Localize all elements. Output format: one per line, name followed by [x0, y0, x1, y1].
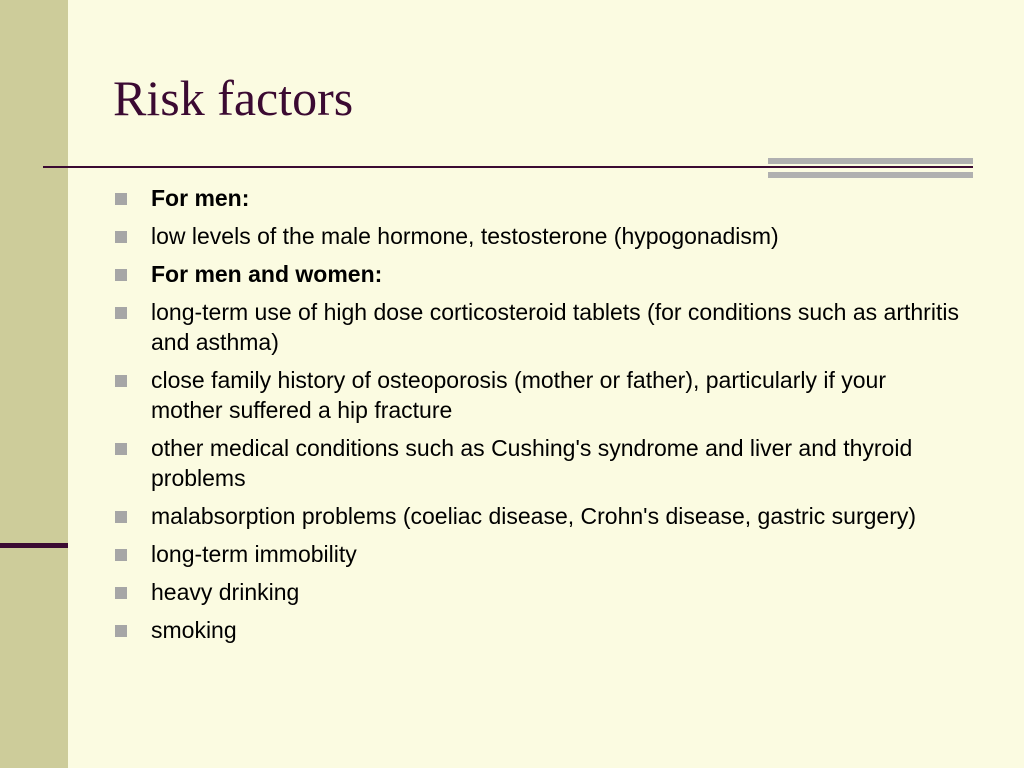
square-bullet-icon: [115, 625, 127, 637]
square-bullet-icon: [115, 549, 127, 561]
bullet-text: heavy drinking: [151, 579, 300, 605]
bullet-text: long-term immobility: [151, 541, 357, 567]
square-bullet-icon: [115, 443, 127, 455]
square-bullet-icon: [115, 375, 127, 387]
title-divider-gray-bar-top: [768, 158, 973, 164]
bullet-text: smoking: [151, 617, 237, 643]
bullet-text: close family history of osteoporosis (mother or father), particularly if your mother suffered a hip fracture: [151, 367, 886, 423]
square-bullet-icon: [115, 193, 127, 205]
bullet-item: [113, 615, 963, 645]
left-decorative-band: [0, 0, 68, 768]
slide-title: Risk factors: [113, 70, 354, 126]
bullet-item: [113, 577, 963, 607]
bullet-item: [113, 297, 963, 357]
bullet-text: For men:: [151, 185, 250, 211]
title-divider-gray-bar-bottom: [768, 172, 973, 178]
bullet-text: long-term use of high dose corticosteroid tablets (for conditions such as arthritis and asthma): [151, 299, 959, 355]
bullet-text: other medical conditions such as Cushing's syndrome and liver and thyroid problems: [151, 435, 913, 491]
bullet-item: [113, 433, 963, 493]
left-accent-line: [0, 543, 68, 548]
bullet-item: [113, 183, 963, 213]
bullet-item: [113, 259, 963, 289]
bullet-list: [113, 183, 963, 653]
square-bullet-icon: [115, 587, 127, 599]
square-bullet-icon: [115, 269, 127, 281]
bullet-item: [113, 501, 963, 531]
bullet-text: For men and women:: [151, 261, 383, 287]
bullet-text: low levels of the male hormone, testosterone (hypogonadism): [151, 223, 779, 249]
bullet-item: [113, 365, 963, 425]
square-bullet-icon: [115, 307, 127, 319]
title-divider-line: [43, 166, 973, 168]
square-bullet-icon: [115, 511, 127, 523]
square-bullet-icon: [115, 231, 127, 243]
bullet-text: malabsorption problems (coeliac disease, Crohn's disease, gastric surgery): [151, 503, 917, 529]
bullet-item: [113, 539, 963, 569]
bullet-item: [113, 221, 963, 251]
